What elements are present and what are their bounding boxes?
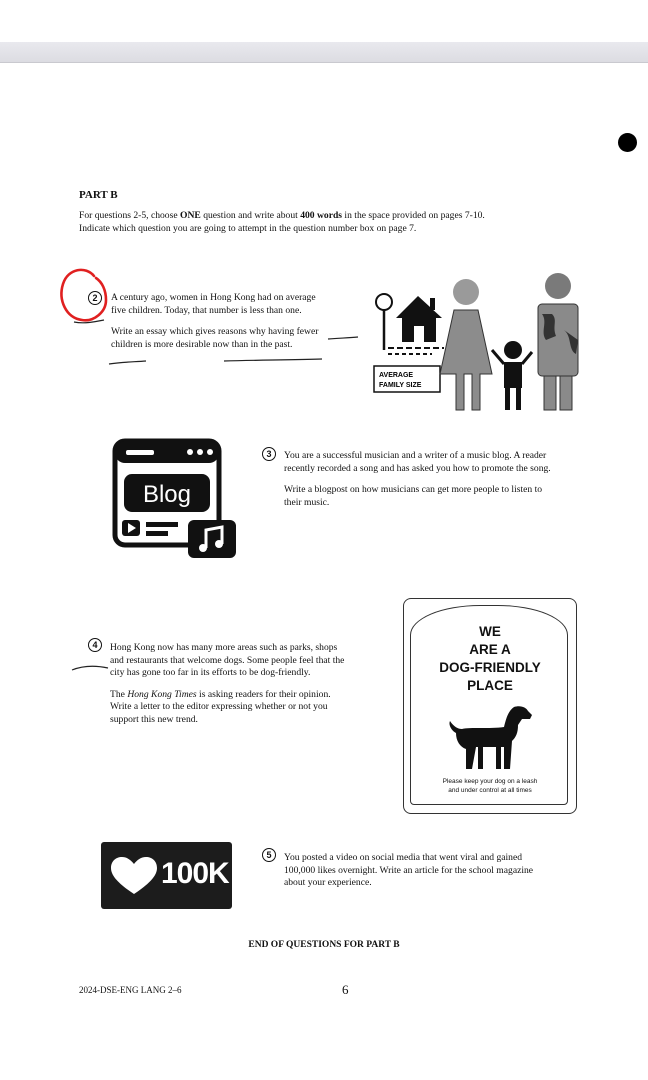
- question-5-number: 5: [262, 848, 276, 862]
- instr-text-c: in the space provided on pages 7-10.: [342, 210, 485, 221]
- sign-line-4: PLACE: [467, 678, 513, 693]
- q4-task-rest: is asking readers for their opinion.: [196, 688, 331, 700]
- page-number: 6: [342, 982, 349, 997]
- q3-task-line-2: their music.: [284, 496, 330, 508]
- q2-task-now: now than in the past.: [212, 338, 293, 350]
- sign-line-2: ARE A: [469, 642, 511, 657]
- instr-bold-one: ONE: [180, 210, 201, 221]
- instructions-line-1: [79, 210, 559, 223]
- q2-line-1: A century ago, women in Hong Kong had on average: [111, 292, 316, 303]
- q2-line-2: five children. Today, that number is less than one.: [111, 304, 302, 316]
- q5-line-1: You posted a video on social media that went viral and gained: [284, 852, 523, 863]
- instructions: [79, 210, 559, 235]
- q4-line-3: city has gone too far in its efforts to be dog-friendly.: [110, 667, 311, 678]
- instr-bold-words: 400 words: [300, 210, 343, 221]
- family-label-2: FAMILY SIZE: [379, 382, 422, 389]
- instr-text-a: For questions 2-5, choose: [79, 210, 180, 221]
- likes-badge: [101, 842, 232, 909]
- footer-exam-code: 2024-DSE-ENG LANG 2–6: [79, 985, 182, 995]
- part-title: PART B: [79, 189, 118, 201]
- instructions-line-2: Indicate which question you are going to attempt in the question number box on page 7.: [79, 222, 417, 234]
- q4-newspaper-name: Hong Kong Times: [127, 688, 197, 700]
- sign-small-line-2: and under control at all times: [448, 787, 532, 794]
- sign-title: [404, 623, 576, 695]
- blog-icon: [112, 438, 240, 560]
- sign-line-1: WE: [479, 624, 501, 639]
- family-label-1: AVERAGE: [379, 372, 414, 379]
- question-2-number: 2: [88, 291, 102, 305]
- sign-small-line-1: Please keep your dog on a leash: [442, 778, 538, 785]
- question-4-number: 4: [88, 638, 102, 652]
- viewer-toolbar: [0, 42, 648, 63]
- q2-task-children: children: [111, 338, 143, 350]
- family-size-image: [372, 270, 584, 414]
- sign-small-text: [404, 777, 576, 795]
- dog-friendly-sign: [403, 598, 577, 814]
- black-dot-mark: [618, 133, 637, 152]
- blog-label: Blog: [142, 481, 192, 508]
- question-5-text: [284, 852, 584, 890]
- q2-task-mid: is more desirable: [142, 338, 213, 350]
- pen-underlines: [70, 312, 370, 368]
- q4-line-2: and restaurants that welcome dogs. Some people feel that the: [110, 654, 345, 666]
- q5-line-3: about your experience.: [284, 877, 372, 888]
- q4-task-the: The: [110, 688, 128, 700]
- q3-line-1: You are a successful musician and a writer of a music blog. A reader: [284, 450, 547, 461]
- question-4-text: [110, 642, 400, 726]
- heart-icon: [109, 856, 159, 896]
- question-3-number: 3: [262, 447, 276, 461]
- end-of-part-b: END OF QUESTIONS FOR PART B: [248, 940, 400, 950]
- q5-line-2: 100,000 likes overnight. Write an article for the school magazine: [284, 864, 534, 876]
- instr-text-b: question and write about: [200, 210, 301, 221]
- q4-line-1: Hong Kong now has many more areas such as parks, shops: [110, 642, 338, 653]
- q4-task-line-2: Write a letter to the editor expressing whether or not you: [110, 701, 328, 712]
- dog-icon: [446, 703, 534, 775]
- q4-task-line-1: [110, 689, 400, 702]
- q3-line-2: recently recorded a song and has asked you how to promote the song.: [284, 462, 551, 474]
- pen-mark-q4: [70, 660, 110, 676]
- likes-count: 100K: [161, 857, 229, 890]
- sign-line-3: DOG-FRIENDLY: [439, 660, 541, 675]
- q2-task-line-1: Write an essay which gives reasons why having fewer: [111, 326, 319, 337]
- q4-task-line-3: support this new trend.: [110, 713, 198, 725]
- question-3-text: [284, 450, 604, 509]
- q3-task-line-1: Write a blogpost on how musicians can get more people to listen to: [284, 484, 543, 495]
